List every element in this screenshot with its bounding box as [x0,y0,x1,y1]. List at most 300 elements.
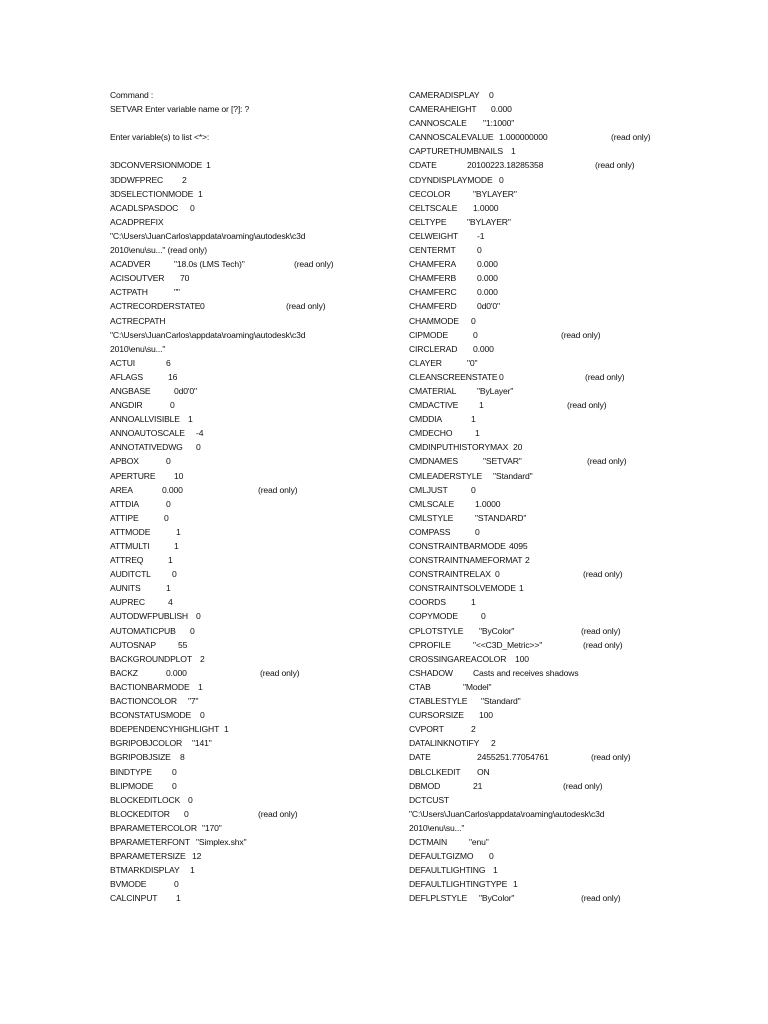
variable-name: CANNOSCALE [409,118,467,129]
variable-value: 0 [499,371,504,382]
variable-row-attreq [110,553,390,567]
variable-name: BINDTYPE [110,766,152,777]
variable-value: 70 [180,273,190,284]
variable-name: "C:\Users\JuanCarlos\appdata\roaming\autodesk\c3d [110,230,306,241]
variable-name: ACTRECPATH [110,315,166,326]
variable-value: 1 [479,400,484,411]
variable-row-chamferc [409,285,709,299]
variable-name: ATTREQ [110,555,144,566]
variable-value: 1 [206,160,211,171]
variable-row-deflplstyle [409,891,709,905]
read-only-note: (read only) [581,625,621,636]
variable-value: -1 [477,230,485,241]
variable-value: 0 [475,526,480,537]
variable-value: "ByColor" [479,625,515,636]
variable-row-constraintrelax [409,567,709,581]
variable-value: 0.000 [473,343,494,354]
variable-value: "BYLAYER" [473,188,517,199]
variable-name: CANNOSCALEVALUE [409,132,494,143]
variable-name: BACKGROUNDPLOT [110,653,192,664]
variable-row-automaticpub [110,624,390,638]
variable-value: "Standard" [493,470,533,481]
variable-value: "enu" [469,836,489,847]
variable-row-bactioncolor [110,694,390,708]
variable-row-blockeditor [110,807,390,821]
variable-name: BVMODE [110,879,147,890]
variable-row-celweight [409,229,709,243]
variable-row-aunits [110,581,390,595]
variable-value: "" [174,287,180,298]
variable-name: AUTOMATICPUB [110,625,176,636]
variable-name: DCTMAIN [409,836,448,847]
variable-value: 6 [166,357,171,368]
variable-name: ANNOAUTOSCALE [110,428,185,439]
variable-value: 0.000 [162,484,183,495]
variable-name: ANGDIR [110,400,143,411]
variable-row-annoautoscale [110,426,390,440]
variable-name: COMPASS [409,526,451,537]
variable-row-apbox [110,454,390,468]
variable-row-dblclkedit [409,765,709,779]
variable-name: AUDITCTL [110,569,151,580]
variable-name: ACISOUTVER [110,273,165,284]
variable-value: 21 [473,780,483,791]
variable-row-cleanscreenstate [409,370,709,384]
variable-row-celtype [409,215,709,229]
variable-row-datalinknotify [409,736,709,750]
variable-row-centermt [409,243,709,257]
variable-name: 3DCONVERSIONMODE [110,160,203,171]
variable-name: CMLSCALE [409,498,455,509]
variable-value: 2 [471,724,476,735]
variable-name: CTAB [409,681,431,692]
variable-row-calcinput [110,891,390,905]
variable-name: COPYMODE [409,611,458,622]
variable-name: CIPMODE [409,329,449,340]
variable-name: DEFAULTLIGHTING [409,865,486,876]
variable-name: COORDS [409,597,446,608]
variable-row-constraintnameformat [409,553,709,567]
variable-row-cmddia [409,412,709,426]
variable-name: CDATE [409,160,437,171]
variable-row-defaultgizmo [409,849,709,863]
variable-value: "18.0s (LMS Tech)" [174,259,245,270]
variable-row-defaultlightingtype [409,877,709,891]
variable-row-dctcust [409,793,709,807]
variable-value: 4095 [509,541,528,551]
variable-value: 2455251.77054761 [477,752,549,763]
variable-name: BLIPMODE [110,780,154,791]
variable-name: BACKZ [110,667,138,678]
variable-row-enter-variable-s-to-list [110,130,390,144]
variable-row-annotativedwg [110,440,390,454]
variable-value: ON [477,766,490,777]
variable-name: CONSTRAINTNAMEFORMAT [409,555,523,566]
variable-row-btmarkdisplay [110,863,390,877]
variable-value: 1 [198,188,203,199]
variable-row-3dselectionmode [110,187,390,201]
variable-row-dbmod [409,779,709,793]
variable-name: 3DDWFPREC [110,174,164,185]
variable-row-auditctl [110,567,390,581]
variable-value: 1 [190,865,195,876]
variable-value: 0 [473,329,478,340]
read-only-note: (read only) [563,780,603,791]
variable-name: CMLSTYLE [409,512,454,523]
read-only-note: (read only) [595,160,635,171]
variable-value: 100 [479,710,493,721]
variable-value: 0 [166,456,171,467]
variable-value: 1 [176,893,181,904]
variable-row-chamferb [409,271,709,285]
left-variable-column [110,88,390,905]
variable-value: 16 [168,371,178,382]
variable-row-actui [110,356,390,370]
variable-row-3ddwfprec [110,173,390,187]
variable-row-c-users-juancarlos-appdata-roaming-autodesk-c3d [110,328,390,342]
variable-value: "ByLayer" [477,385,514,396]
variable-value: 0 [481,611,486,622]
read-only-note: (read only) [611,132,651,143]
variable-value: 0 [196,611,201,622]
variable-value: "141" [192,738,212,749]
variable-row-chammode [409,314,709,328]
variable-value: 0.000 [477,259,498,270]
variable-row-chamfera [409,257,709,271]
read-only-note: (read only) [294,259,334,270]
variable-name: CMDECHO [409,428,453,439]
variable-value: 1 [168,555,173,566]
variable-row-cmleaderstyle [409,469,709,483]
read-only-note: (read only) [587,456,627,467]
variable-value: 20 [513,442,523,453]
variable-value: 0 [196,442,201,453]
variable-value: "ByColor" [479,893,515,904]
variable-row-area [110,483,390,497]
variable-name: CMDNAMES [409,456,458,467]
variable-name: ATTDIA [110,498,140,509]
variable-row-cameradisplay [409,88,709,102]
variable-value: 0 [188,794,193,805]
variable-name: BLOCKEDITLOCK [110,794,181,805]
variable-name: APBOX [110,456,139,467]
variable-value: 0 [166,498,171,509]
variable-name: CALCINPUT [110,893,158,904]
variable-value: 0 [471,484,476,495]
variable-name: ANGBASE [110,385,151,396]
variable-name: CHAMMODE [409,315,459,326]
variable-value: 20100223.18285358 [467,160,544,171]
variable-name: BGRIPOBJSIZE [110,752,171,763]
variable-name: Command : [110,90,154,100]
variable-name: CAMERADISPLAY [409,90,480,100]
variable-value: 1 [224,724,229,735]
variable-value: 8 [180,752,185,763]
variable-name: DEFAULTLIGHTINGTYPE [409,879,508,890]
variable-row-2010-enu-su [409,821,709,835]
variable-row-defaultlighting [409,863,709,877]
variable-row-blockeditlock [110,793,390,807]
variable-row-actrecpath [110,314,390,328]
variable-value: "Standard" [481,696,521,707]
variable-name: 2010\enu\su..." [110,343,166,354]
variable-value: 0 [172,569,177,580]
variable-name: CTABLESTYLE [409,696,468,707]
variable-row-cursorsize [409,708,709,722]
variable-name: ACADVER [110,259,151,270]
variable-row-setvar-enter-variable-name-or [110,102,390,116]
read-only-note: (read only) [583,639,623,650]
variable-name: CROSSINGAREACOLOR [409,653,507,664]
variable-name: 3DSELECTIONMODE [110,188,194,199]
variable-name: BDEPENDENCYHIGHLIGHT [110,724,220,735]
variable-name: CONSTRAINTBARMODE [409,541,506,551]
variable-value: 55 [178,639,188,650]
variable-name: CMATERIAL [409,385,457,396]
variable-value: 1 [198,681,203,692]
variable-value: 0 [172,780,177,791]
variable-name: AREA [110,484,133,495]
variable-value: 1 [471,414,476,425]
variable-name: CHAMFERD [409,301,457,312]
variable-row-bactionbarmode [110,680,390,694]
variable-name: CONSTRAINTSOLVEMODE [409,583,516,594]
variable-name: CONSTRAINTRELAX [409,569,491,580]
variable-name: Enter variable(s) to list <*>: [110,132,210,143]
variable-value: 1 [519,583,524,594]
variable-name: DBMOD [409,780,441,791]
variable-name: CENTERMT [409,245,456,256]
variable-name: ACTUI [110,357,136,368]
variable-name: DEFLPLSTYLE [409,893,468,904]
variable-row-autodwfpublish [110,609,390,623]
variable-row-celtscale [409,201,709,215]
variable-name: AFLAGS [110,371,144,382]
variable-row-attipe [110,511,390,525]
variable-row-cmaterial [409,384,709,398]
variable-value: 0 [172,766,177,777]
variable-name: CAMERAHEIGHT [409,104,477,115]
variable-name: CELWEIGHT [409,230,459,241]
variable-row-crossingareacolor [409,652,709,666]
variable-value: "0" [467,357,478,368]
variable-row-c-users-juancarlos-appdata-roaming-autodesk-c3d [409,807,709,821]
variable-row-autosnap [110,638,390,652]
variable-row-cmdecho [409,426,709,440]
variable-row-constraintsolvemode [409,581,709,595]
variable-row-date [409,750,709,764]
variable-value: 0 [477,245,482,256]
variable-row-chamferd [409,299,709,313]
variable-row-annoallvisible [110,412,390,426]
variable-value: "170" [202,822,222,833]
variable-value: 0.000 [477,273,498,284]
variable-row-constraintbarmode [409,539,709,553]
variable-row-bvmode [110,877,390,891]
variable-name: CSHADOW [409,667,453,678]
variable-value: 4 [168,597,173,608]
variable-row-attdia [110,497,390,511]
variable-row-auprec [110,595,390,609]
variable-name: BCONSTATUSMODE [110,710,192,721]
variable-row-command [110,88,390,102]
variable-row-cprofile [409,638,709,652]
variable-value: 1 [188,414,193,425]
variable-row-cdyndisplaymode [409,173,709,187]
variable-value: "Model" [463,681,492,692]
variable-value: "Simplex.shx" [196,836,247,847]
variable-row-bconstatusmode [110,708,390,722]
variable-name: CPROFILE [409,639,451,650]
variable-name: CHAMFERA [409,259,457,270]
variable-value: 0.000 [491,104,512,115]
variable-name: CVPORT [409,724,444,735]
variable-value: "BYLAYER" [467,216,511,227]
variable-row-angdir [110,398,390,412]
variable-row-3dconversionmode [110,158,390,172]
variable-name: BACTIONBARMODE [110,681,190,692]
variable-row-aperture [110,469,390,483]
variable-row-backz [110,666,390,680]
variable-row-actpath [110,285,390,299]
variable-row-cvport [409,722,709,736]
variable-row-blank [110,116,390,130]
variable-row-compass [409,525,709,539]
variable-name: CMDACTIVE [409,400,459,411]
variable-name: ANNOALLVISIBLE [110,414,180,425]
variable-value: 0 [174,879,179,890]
variable-row-bgripobjsize [110,750,390,764]
variable-row-c-users-juancarlos-appdata-roaming-autodesk-c3d [110,229,390,243]
right-variable-column [409,88,709,905]
variable-row-ctablestyle [409,694,709,708]
variable-row-cmdnames [409,454,709,468]
variable-name: CELTSCALE [409,202,458,213]
variable-name: BPARAMETERSIZE [110,851,186,862]
read-only-note: (read only) [591,752,631,763]
variable-row-bgripobjcolor [110,736,390,750]
variable-value: "STANDARD" [475,512,527,523]
variable-value: 0 [489,90,494,100]
variable-row-cipmode [409,328,709,342]
variable-row-acisoutver [110,271,390,285]
variable-value: 0d0'0" [477,301,500,312]
variable-row-cdate [409,158,709,172]
variable-name: CAPTURETHUMBNAILS [409,146,503,157]
variable-name: 2010\enu\su..." (read only) [110,245,207,256]
variable-row-clayer [409,356,709,370]
variable-name: ACADLSPASDOC [110,202,179,213]
variable-value: "7" [188,696,199,707]
variable-value: 0 [170,400,175,411]
variable-value: 0 [184,808,189,819]
variable-name: CMDDIA [409,414,442,425]
variable-name: ATTMODE [110,526,151,537]
variable-name: CURSORSIZE [409,710,464,721]
variable-value: 100 [515,653,529,664]
variable-value: 0 [489,851,494,862]
variable-value: 1 [174,541,179,551]
variable-name: AUTOSNAP [110,639,156,650]
variable-row-cmljust [409,483,709,497]
variable-row-bindtype [110,765,390,779]
variable-row-aflags [110,370,390,384]
variable-row-capturethumbnails [409,144,709,158]
variable-row-cannoscale [409,116,709,130]
variable-value: 0.000 [166,667,187,678]
variable-name: CMLJUST [409,484,448,495]
variable-value: 1 [166,583,171,594]
variable-value: 2 [525,555,530,566]
read-only-note: (read only) [260,667,300,678]
variable-value: 0 [200,710,205,721]
variable-value: 0d0'0" [174,385,197,396]
variable-value: 0 [495,569,500,580]
variable-row-bparametercolor [110,821,390,835]
variable-row-blipmode [110,779,390,793]
read-only-note: (read only) [583,569,623,580]
read-only-note: (read only) [258,484,298,495]
variable-name: CMDINPUTHISTORYMAX [409,442,509,453]
variable-name: BLOCKEDITOR [110,808,170,819]
read-only-note: (read only) [581,893,621,904]
variable-value: 2 [491,738,496,749]
variable-row-actrecorderstate [110,299,390,313]
variable-value: 0 [200,301,205,312]
variable-value: 1 [511,146,516,157]
variable-name: CLEANSCREENSTATE [409,371,498,382]
variable-row-attmulti [110,539,390,553]
variable-name: ACADPREFIX [110,216,164,227]
variable-name: SETVAR Enter variable name or [?]: ? [110,104,250,115]
variable-name: APERTURE [110,470,156,481]
variable-name: CLAYER [409,357,442,368]
variable-value: 1.0000 [475,498,501,509]
variable-value: 1 [475,428,480,439]
variable-name: BGRIPOBJCOLOR [110,738,183,749]
variable-name: CECOLOR [409,188,451,199]
variable-name: ATTIPE [110,512,139,523]
read-only-note: (read only) [567,400,607,411]
variable-name: AUTODWFPUBLISH [110,611,188,622]
variable-row-cplotstyle [409,624,709,638]
variable-value: Casts and receives shadows [473,667,579,678]
variable-name: CHAMFERC [409,287,457,298]
variable-name: "C:\Users\JuanCarlos\appdata\roaming\autodesk\c3d [110,329,306,340]
variable-name: CIRCLERAD [409,343,458,354]
variable-value: 0 [471,315,476,326]
variable-row-acadver [110,257,390,271]
variable-value: 1 [471,597,476,608]
read-only-note: (read only) [258,808,298,819]
variable-value: -4 [196,428,204,439]
variable-row-bdependencyhighlight [110,722,390,736]
variable-value: 1.0000 [473,202,499,213]
variable-name: AUNITS [110,583,141,594]
variable-value: 1 [513,879,518,890]
variable-name: BACTIONCOLOR [110,696,177,707]
variable-value: 0 [164,512,169,523]
variable-value: 2 [200,653,205,664]
variable-name: DATE [409,752,431,763]
variable-row-cannoscalevalue [409,130,709,144]
variable-name: ATTMULTI [110,541,150,551]
variable-name: CELTYPE [409,216,447,227]
variable-value: 0.000 [477,287,498,298]
variable-row-backgroundplot [110,652,390,666]
read-only-note: (read only) [286,301,326,312]
variable-value: 10 [174,470,184,481]
